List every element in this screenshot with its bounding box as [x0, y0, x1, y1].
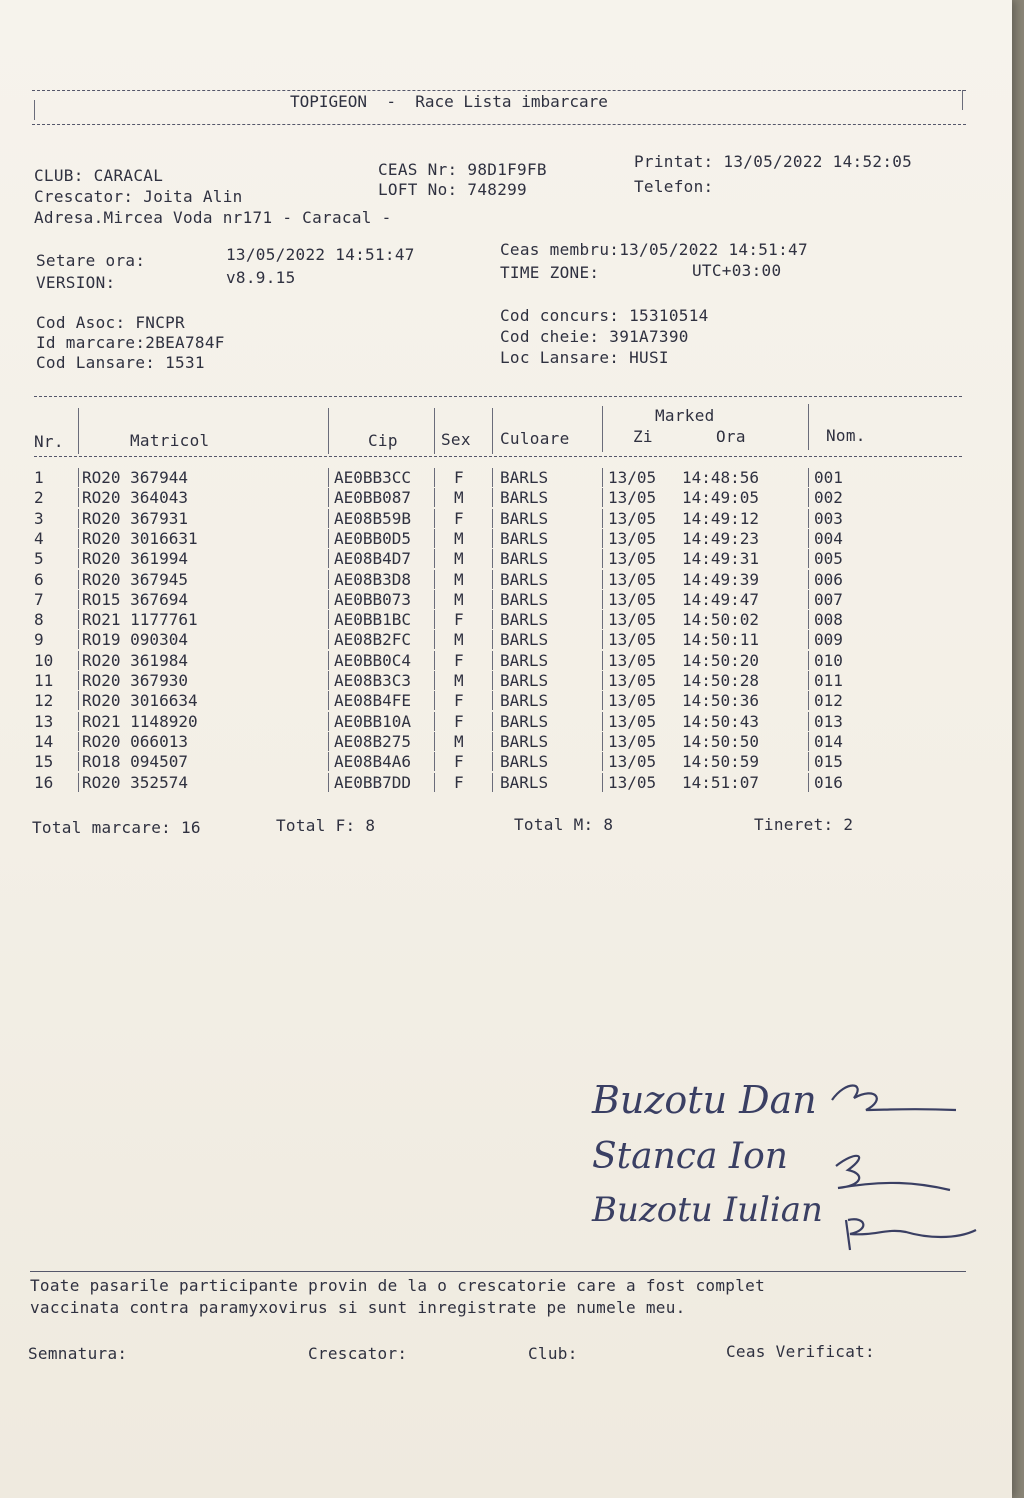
row-divider: [78, 630, 79, 649]
row-divider: [78, 549, 79, 568]
row-divider: [602, 529, 603, 548]
total-female: Total F: 8: [276, 816, 376, 835]
row-cip: AE08B4D7: [334, 549, 412, 569]
row-divider: [602, 732, 603, 751]
row-divider: [492, 691, 493, 710]
row-divider: [808, 570, 809, 589]
row-divider: [492, 570, 493, 589]
row-divider: [808, 671, 809, 690]
row-divider: [434, 590, 435, 609]
header-bottom-rule: [32, 124, 966, 125]
row-nr: 3: [34, 508, 44, 528]
row-divider: [78, 651, 79, 670]
row-nom: 008: [814, 610, 843, 630]
total-male: Total M: 8: [514, 815, 614, 834]
row-divider: [78, 732, 79, 751]
signature-scribble-3: [846, 1219, 976, 1250]
row-culoare: BARLS: [500, 691, 549, 711]
signature-scribble-1: [832, 1086, 956, 1111]
col-divider-culoare: [602, 406, 603, 452]
breeder-signature-label: Crescator:: [308, 1344, 408, 1363]
row-matricol: RO20 352574: [82, 772, 188, 792]
row-divider: [808, 549, 809, 568]
row-cip: AE08B2FC: [334, 630, 412, 650]
row-sex: M: [454, 528, 464, 548]
row-ora: 14:51:07: [682, 772, 760, 792]
row-divider: [602, 488, 603, 507]
row-divider: [328, 529, 329, 548]
row-ora: 14:49:31: [682, 549, 760, 569]
signature-label: Semnatura:: [28, 1344, 128, 1363]
row-divider: [328, 773, 329, 792]
row-divider: [808, 712, 809, 731]
row-divider: [78, 570, 79, 589]
printed-timestamp: Printat: 13/05/2022 14:52:05: [634, 152, 913, 171]
row-divider: [328, 549, 329, 568]
header-right-edge: [962, 90, 963, 110]
row-divider: [602, 651, 603, 670]
loft-number: LOFT No: 748299: [378, 180, 527, 199]
row-cip: AE0BB10A: [334, 711, 412, 731]
row-culoare: BARLS: [500, 569, 549, 589]
row-zi: 13/05: [608, 691, 657, 711]
row-matricol: RO20 3016634: [82, 691, 198, 711]
row-sex: F: [454, 508, 464, 528]
row-divider: [808, 732, 809, 751]
col-header-marked: Marked: [655, 406, 715, 425]
row-zi: 13/05: [608, 650, 657, 670]
row-ora: 14:50:20: [682, 650, 760, 670]
row-zi: 13/05: [608, 752, 657, 772]
header-top-rule: [32, 90, 966, 91]
row-matricol: RO20 361984: [82, 650, 188, 670]
row-zi: 13/05: [608, 508, 657, 528]
row-nom: 004: [814, 528, 843, 548]
row-ora: 14:50:43: [682, 711, 760, 731]
association-code: Cod Asoc: FNCPR: [36, 313, 185, 332]
row-ora: 14:50:28: [682, 671, 760, 690]
total-marked: Total marcare: 16: [32, 818, 201, 837]
row-cip: AE08B59B: [334, 508, 412, 528]
document-title: TOPIGEON - Race Lista imbarcare: [290, 92, 608, 111]
row-divider: [328, 630, 329, 649]
row-divider: [328, 671, 329, 690]
row-divider: [602, 590, 603, 609]
row-divider: [328, 468, 329, 487]
row-culoare: BARLS: [500, 528, 549, 548]
row-divider: [328, 590, 329, 609]
row-divider: [492, 488, 493, 507]
row-cip: AE0BB1BC: [334, 610, 412, 630]
statement-line-1: Toate pasarile participante provin de la o crescatorie care a fost complet: [30, 1276, 766, 1295]
row-divider: [328, 570, 329, 589]
row-nom: 012: [814, 691, 843, 711]
row-cip: AE08B3D8: [334, 569, 412, 589]
row-culoare: BARLS: [500, 589, 549, 609]
row-culoare: BARLS: [500, 488, 549, 508]
row-sex: F: [454, 610, 464, 630]
signature-scribble-2: [836, 1156, 950, 1190]
row-nr: 5: [34, 549, 44, 569]
row-divider: [434, 529, 435, 548]
row-cip: AE0BB3CC: [334, 468, 412, 487]
row-sex: M: [454, 671, 464, 690]
row-ora: 14:50:36: [682, 691, 760, 711]
row-matricol: RO20 367944: [82, 468, 188, 487]
row-divider: [328, 651, 329, 670]
row-nr: 2: [34, 488, 44, 508]
row-divider: [434, 651, 435, 670]
row-ora: 14:50:59: [682, 752, 760, 772]
row-zi: 13/05: [608, 630, 657, 650]
row-culoare: BARLS: [500, 630, 549, 650]
row-divider: [78, 773, 79, 792]
row-divider: [328, 488, 329, 507]
col-header-zi: Zi: [633, 427, 653, 446]
row-divider: [434, 468, 435, 487]
row-ora: 14:49:05: [682, 488, 760, 508]
row-nom: 016: [814, 772, 843, 792]
row-ora: 14:50:50: [682, 731, 760, 751]
row-nr: 12: [34, 691, 54, 711]
row-sex: M: [454, 731, 464, 751]
row-sex: M: [454, 549, 464, 569]
row-culoare: BARLS: [500, 549, 549, 569]
row-cip: AE0BB0C4: [334, 650, 412, 670]
row-divider: [434, 752, 435, 771]
version-label: VERSION:: [36, 273, 116, 292]
release-code: Cod Lansare: 1531: [36, 353, 205, 372]
row-divider: [808, 488, 809, 507]
row-nom: 014: [814, 731, 843, 751]
row-divider: [434, 610, 435, 629]
member-clock: Ceas membru:13/05/2022 14:51:47: [500, 240, 808, 259]
row-nr: 1: [34, 468, 44, 487]
row-divider: [434, 509, 435, 528]
row-divider: [808, 691, 809, 710]
row-divider: [328, 610, 329, 629]
row-zi: 13/05: [608, 569, 657, 589]
row-nom: 015: [814, 752, 843, 772]
row-divider: [434, 732, 435, 751]
row-divider: [78, 509, 79, 528]
row-matricol: RO20 367930: [82, 671, 188, 690]
row-divider: [78, 712, 79, 731]
row-matricol: RO20 364043: [82, 488, 188, 508]
row-divider: [602, 630, 603, 649]
row-divider: [78, 590, 79, 609]
col-header-sex: Sex: [441, 430, 471, 449]
row-nom: 003: [814, 508, 843, 528]
row-culoare: BARLS: [500, 671, 549, 690]
club-name: CLUB: CARACAL: [34, 166, 164, 185]
row-divider: [492, 732, 493, 751]
row-ora: 14:48:56: [682, 468, 760, 487]
row-nr: 7: [34, 589, 44, 609]
row-divider: [328, 732, 329, 751]
row-divider: [808, 630, 809, 649]
row-divider: [434, 773, 435, 792]
row-cip: AE0BB073: [334, 589, 412, 609]
breeder-name: Crescator: Joita Alin: [34, 187, 243, 206]
row-matricol: RO20 066013: [82, 731, 188, 751]
row-sex: F: [454, 468, 464, 487]
row-cip: AE08B275: [334, 731, 412, 751]
row-nom: 013: [814, 711, 843, 731]
row-divider: [78, 529, 79, 548]
row-culoare: BARLS: [500, 650, 549, 670]
row-culoare: BARLS: [500, 752, 549, 772]
row-zi: 13/05: [608, 671, 657, 690]
row-nr: 13: [34, 711, 54, 731]
row-divider: [808, 468, 809, 487]
table-top-rule: [34, 396, 962, 397]
youth-count: Tineret: 2: [754, 815, 854, 834]
col-header-ora: Ora: [716, 427, 746, 446]
row-nom: 007: [814, 589, 843, 609]
row-nr: 6: [34, 569, 44, 589]
phone-label: Telefon:: [634, 177, 714, 196]
row-ora: 14:49:39: [682, 569, 760, 589]
row-zi: 13/05: [608, 772, 657, 792]
row-matricol: RO20 367931: [82, 508, 188, 528]
footer-rule: [30, 1271, 966, 1272]
row-zi: 13/05: [608, 549, 657, 569]
row-zi: 13/05: [608, 528, 657, 548]
col-divider-marked: [808, 404, 809, 450]
row-divider: [492, 630, 493, 649]
row-culoare: BARLS: [500, 508, 549, 528]
row-divider: [602, 468, 603, 487]
row-nom: 009: [814, 630, 843, 650]
row-nr: 15: [34, 752, 54, 772]
club-signature-label: Club:: [528, 1344, 578, 1363]
row-sex: M: [454, 569, 464, 589]
row-divider: [78, 468, 79, 487]
row-divider: [492, 773, 493, 792]
row-divider: [602, 691, 603, 710]
row-ora: 14:49:23: [682, 528, 760, 548]
row-cip: AE0BB7DD: [334, 772, 412, 792]
row-divider: [602, 752, 603, 771]
row-ora: 14:49:12: [682, 508, 760, 528]
col-header-nom: Nom.: [826, 426, 866, 445]
row-culoare: BARLS: [500, 772, 549, 792]
time-zone-label: TIME ZONE:: [500, 263, 600, 282]
row-divider: [434, 570, 435, 589]
row-divider: [602, 610, 603, 629]
row-divider: [78, 691, 79, 710]
row-cip: AE08B4FE: [334, 691, 412, 711]
row-divider: [434, 712, 435, 731]
row-zi: 13/05: [608, 711, 657, 731]
row-divider: [492, 610, 493, 629]
row-nr: 9: [34, 630, 44, 650]
row-zi: 13/05: [608, 488, 657, 508]
row-ora: 14:49:47: [682, 589, 760, 609]
row-ora: 14:50:11: [682, 630, 760, 650]
row-divider: [492, 590, 493, 609]
row-divider: [328, 509, 329, 528]
row-divider: [602, 773, 603, 792]
row-matricol: RO20 361994: [82, 549, 188, 569]
clock-verified-label: Ceas Verificat:: [726, 1342, 875, 1361]
row-nr: 8: [34, 610, 44, 630]
row-sex: F: [454, 752, 464, 772]
table-header-rule: [34, 456, 962, 457]
marking-id: Id marcare:2BEA784F: [36, 333, 225, 352]
row-divider: [434, 549, 435, 568]
row-divider: [78, 752, 79, 771]
header-left-edge: [34, 100, 35, 120]
row-cip: AE08B4A6: [334, 752, 412, 772]
row-sex: M: [454, 589, 464, 609]
row-zi: 13/05: [608, 589, 657, 609]
contest-code: Cod concurs: 15310514: [500, 306, 709, 325]
row-zi: 13/05: [608, 610, 657, 630]
version-value: v8.9.15: [226, 268, 296, 287]
row-divider: [808, 752, 809, 771]
row-nom: 006: [814, 569, 843, 589]
row-divider: [78, 488, 79, 507]
row-divider: [434, 488, 435, 507]
row-divider: [492, 549, 493, 568]
row-matricol: RO18 094507: [82, 752, 188, 772]
handwritten-name-2: Stanca Ion: [592, 1136, 788, 1177]
row-sex: M: [454, 630, 464, 650]
row-divider: [328, 691, 329, 710]
row-nom: 001: [814, 468, 843, 487]
col-divider-cip: [434, 408, 435, 454]
row-nr: 14: [34, 731, 54, 751]
row-divider: [492, 651, 493, 670]
address: Adresa.Mircea Voda nr171 - Caracal -: [34, 208, 392, 227]
row-sex: F: [454, 650, 464, 670]
statement-line-2: vaccinata contra paramyxovirus si sunt inregistrate pe numele meu.: [30, 1298, 686, 1317]
row-divider: [808, 509, 809, 528]
handwritten-name-3: Buzotu Iulian: [592, 1190, 823, 1230]
row-cip: AE0BB087: [334, 488, 412, 508]
col-header-culoare: Culoare: [500, 429, 570, 448]
row-matricol: RO20 367945: [82, 569, 188, 589]
row-cip: AE0BB0D5: [334, 528, 412, 548]
handwritten-name-1: Buzotu Dan: [592, 1078, 817, 1122]
release-location: Loc Lansare: HUSI: [500, 348, 669, 367]
row-sex: F: [454, 772, 464, 792]
row-matricol: RO15 367694: [82, 589, 188, 609]
row-matricol: RO21 1177761: [82, 610, 198, 630]
time-setting-label: Setare ora:: [36, 251, 146, 270]
col-header-nr: Nr.: [34, 432, 64, 451]
row-divider: [492, 712, 493, 731]
row-divider: [492, 529, 493, 548]
row-nom: 010: [814, 650, 843, 670]
row-divider: [808, 773, 809, 792]
row-divider: [602, 509, 603, 528]
time-zone-value: UTC+03:00: [692, 261, 782, 280]
row-divider: [328, 752, 329, 771]
row-divider: [434, 630, 435, 649]
row-matricol: RO20 3016631: [82, 528, 198, 548]
row-nom: 011: [814, 671, 843, 690]
row-divider: [434, 691, 435, 710]
row-ora: 14:50:02: [682, 610, 760, 630]
row-nom: 005: [814, 549, 843, 569]
row-divider: [808, 529, 809, 548]
row-divider: [328, 712, 329, 731]
row-divider: [602, 671, 603, 690]
row-nr: 10: [34, 650, 54, 670]
row-sex: F: [454, 711, 464, 731]
row-divider: [492, 468, 493, 487]
row-matricol: RO21 1148920: [82, 711, 198, 731]
row-culoare: BARLS: [500, 731, 549, 751]
row-sex: F: [454, 691, 464, 711]
row-culoare: BARLS: [500, 711, 549, 731]
row-divider: [602, 712, 603, 731]
row-divider: [492, 671, 493, 690]
clock-number: CEAS Nr: 98D1F9FB: [378, 160, 547, 179]
col-divider-sex: [492, 408, 493, 454]
row-divider: [808, 651, 809, 670]
row-matricol: RO19 090304: [82, 630, 188, 650]
row-zi: 13/05: [608, 468, 657, 487]
row-nr: 11: [34, 671, 54, 690]
row-culoare: BARLS: [500, 610, 549, 630]
row-divider: [808, 590, 809, 609]
row-nr: 16: [34, 772, 54, 792]
col-header-cip: Cip: [368, 431, 398, 450]
row-cip: AE08B3C3: [334, 671, 412, 690]
row-divider: [602, 549, 603, 568]
row-sex: M: [454, 488, 464, 508]
row-nr: 4: [34, 528, 44, 548]
col-divider-matricol: [328, 408, 329, 454]
row-divider: [492, 752, 493, 771]
row-divider: [602, 570, 603, 589]
key-code: Cod cheie: 391A7390: [500, 327, 689, 346]
time-setting-value: 13/05/2022 14:51:47: [226, 245, 415, 264]
row-nom: 002: [814, 488, 843, 508]
row-culoare: BARLS: [500, 468, 549, 487]
row-divider: [78, 671, 79, 690]
col-divider-nr: [78, 408, 79, 454]
col-header-matricol: Matricol: [130, 431, 210, 450]
row-divider: [434, 671, 435, 690]
signature-scribbles: [826, 1070, 986, 1260]
row-divider: [78, 610, 79, 629]
row-zi: 13/05: [608, 731, 657, 751]
row-divider: [492, 509, 493, 528]
row-divider: [808, 610, 809, 629]
